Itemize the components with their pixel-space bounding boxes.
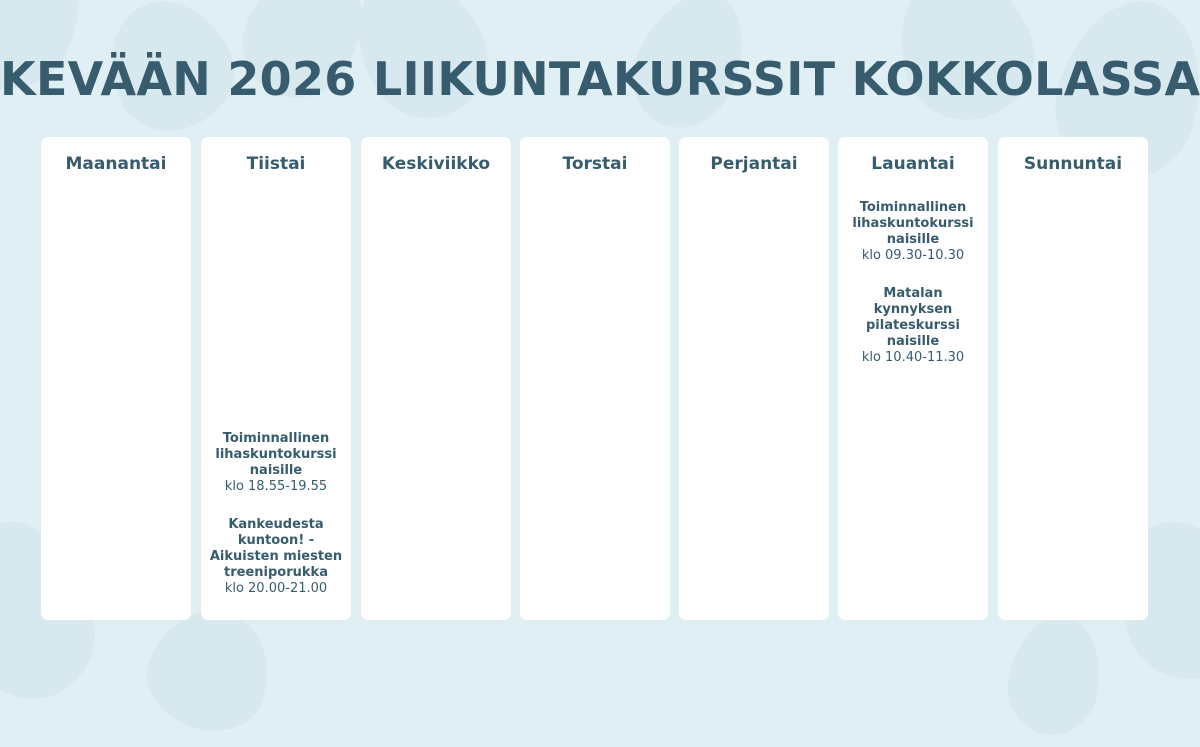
course-name: Kankeudesta kuntoon! - Aikuisten miesten treeniporukka: [209, 517, 343, 580]
page-title: KEVÄÄN 2026 LIIKUNTAKURSSIT KOKKOLASSA: [0, 52, 1200, 106]
day-name: Sunnuntai: [1023, 154, 1123, 174]
course-time: klo 10.40-11.30: [861, 350, 965, 365]
day-card-keskiviikko: [361, 137, 511, 620]
day-name: Tiistai: [246, 154, 306, 174]
course-item: [201, 431, 351, 495]
day-name: Lauantai: [871, 154, 955, 174]
course-item: [838, 200, 988, 264]
course-item: [838, 286, 988, 366]
day-card-tiistai: [201, 137, 351, 620]
day-name: Perjantai: [710, 154, 798, 174]
course-name: Toiminnallinen lihaskuntokurssi naisille: [852, 200, 974, 247]
day-name: Keskiviikko: [381, 154, 491, 174]
course-item: [201, 517, 351, 597]
course-time: klo 20.00-21.00: [224, 581, 328, 596]
day-name: Maanantai: [65, 154, 167, 174]
course-name: Matalan kynnyksen pilateskurssi naisille: [865, 286, 960, 349]
background-shape: [1000, 608, 1109, 742]
day-name: Torstai: [562, 154, 628, 174]
day-card-maanantai: [41, 137, 191, 620]
day-card-perjantai: [679, 137, 829, 620]
day-card-torstai: [520, 137, 670, 620]
course-time: klo 09.30-10.30: [861, 248, 965, 263]
day-card-sunnuntai: [998, 137, 1148, 620]
day-card-lauantai: [838, 137, 988, 620]
course-name: Toiminnallinen lihaskuntokurssi naisille: [215, 431, 337, 478]
course-time: klo 18.55-19.55: [224, 479, 328, 494]
